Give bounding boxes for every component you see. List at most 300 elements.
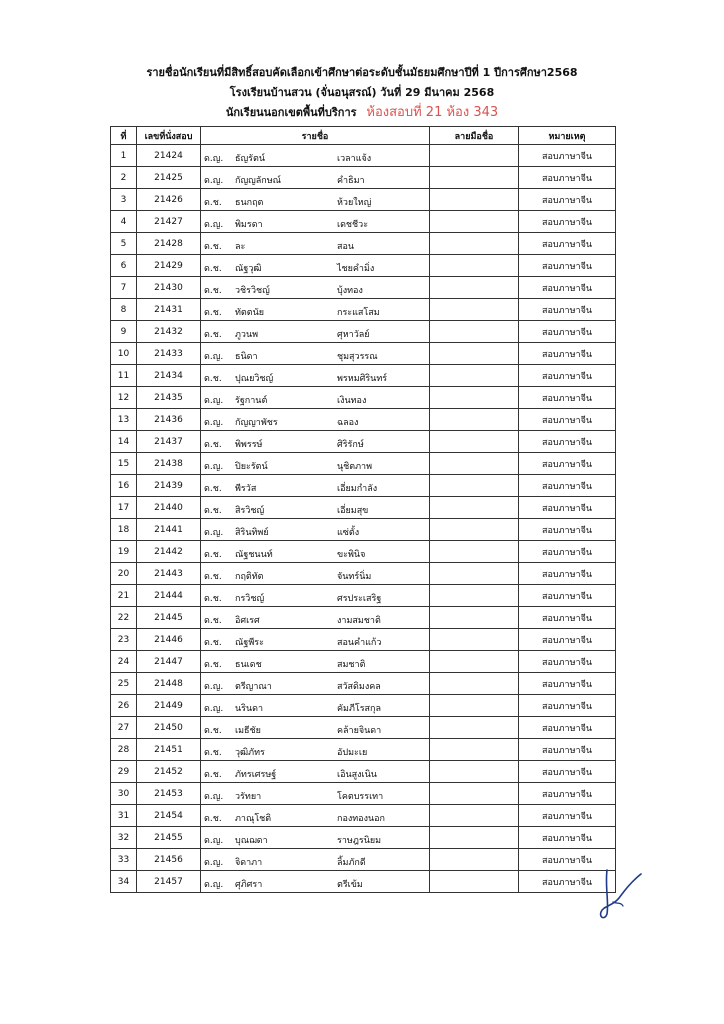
- cell-name: [201, 343, 430, 365]
- first-name: ธนกฤต: [235, 198, 264, 208]
- cell-signature: [430, 827, 519, 849]
- first-name: พิมรดา: [235, 220, 263, 230]
- group-label: นักเรียนนอกเขตพื้นที่บริการ: [225, 106, 357, 119]
- table-row: [111, 145, 616, 167]
- cell-remark: สอบภาษาจีน: [519, 607, 616, 629]
- cell-signature: [430, 475, 519, 497]
- table-row: [111, 871, 616, 893]
- name-prefix: ด.ญ.: [204, 704, 224, 714]
- cell-remark: สอบภาษาจีน: [519, 497, 616, 519]
- cell-signature: [430, 167, 519, 189]
- cell-remark: สอบภาษาจีน: [519, 409, 616, 431]
- cell-no: 32: [111, 827, 137, 849]
- table-row: [111, 673, 616, 695]
- name-prefix: ด.ช.: [204, 374, 222, 384]
- cell-signature: [430, 277, 519, 299]
- name-prefix: ด.ช.: [204, 814, 222, 824]
- cell-remark: สอบภาษาจีน: [519, 761, 616, 783]
- cell-name: [201, 629, 430, 651]
- cell-signature: [430, 541, 519, 563]
- cell-seat: 21454: [137, 805, 201, 827]
- first-name: ภาณุโชติ: [235, 814, 272, 824]
- first-name: กรวิชญ์: [235, 594, 265, 604]
- cell-seat: 21430: [137, 277, 201, 299]
- cell-signature: [430, 563, 519, 585]
- cell-seat: 21438: [137, 453, 201, 475]
- cell-name: [201, 365, 430, 387]
- cell-no: 13: [111, 409, 137, 431]
- cell-name: [201, 585, 430, 607]
- cell-name: [201, 805, 430, 827]
- first-name: ทัตตนัย: [235, 308, 265, 318]
- cell-name: [201, 651, 430, 673]
- col-header-signature: ลายมือชื่อ: [430, 127, 519, 145]
- cell-signature: [430, 519, 519, 541]
- table-row: [111, 761, 616, 783]
- cell-no: 4: [111, 211, 137, 233]
- cell-name: [201, 761, 430, 783]
- last-name: ศุหาวัลย์: [337, 330, 370, 340]
- cell-seat: 21443: [137, 563, 201, 585]
- cell-signature: [430, 365, 519, 387]
- cell-seat: 21433: [137, 343, 201, 365]
- cell-no: 15: [111, 453, 137, 475]
- name-prefix: ด.ญ.: [204, 176, 224, 186]
- cell-signature: [430, 871, 519, 893]
- cell-signature: [430, 629, 519, 651]
- cell-seat: 21439: [137, 475, 201, 497]
- cell-remark: สอบภาษาจีน: [519, 365, 616, 387]
- last-name: เงินทอง: [337, 396, 367, 406]
- cell-no: 17: [111, 497, 137, 519]
- cell-name: [201, 211, 430, 233]
- cell-no: 33: [111, 849, 137, 871]
- cell-no: 24: [111, 651, 137, 673]
- name-prefix: ด.ญ.: [204, 462, 224, 472]
- cell-seat: 21456: [137, 849, 201, 871]
- name-prefix: ด.ญ.: [204, 352, 224, 362]
- table-row: [111, 387, 616, 409]
- last-name: คล้ายจินดา: [337, 726, 382, 736]
- cell-seat: 21446: [137, 629, 201, 651]
- cell-no: 18: [111, 519, 137, 541]
- cell-name: [201, 255, 430, 277]
- cell-remark: สอบภาษาจีน: [519, 189, 616, 211]
- cell-name: [201, 409, 430, 431]
- cell-no: 34: [111, 871, 137, 893]
- cell-signature: [430, 387, 519, 409]
- cell-remark: สอบภาษาจีน: [519, 475, 616, 497]
- cell-seat: 21452: [137, 761, 201, 783]
- cell-no: 25: [111, 673, 137, 695]
- cell-no: 2: [111, 167, 137, 189]
- table-row: [111, 365, 616, 387]
- table-row: [111, 695, 616, 717]
- name-prefix: ด.ญ.: [204, 682, 224, 692]
- last-name: นุชิตภาพ: [337, 462, 373, 472]
- table-row: [111, 497, 616, 519]
- last-name: ชุมสุวรรณ: [337, 352, 378, 362]
- cell-no: 20: [111, 563, 137, 585]
- name-prefix: ด.ช.: [204, 264, 222, 274]
- cell-seat: 21431: [137, 299, 201, 321]
- cell-name: [201, 739, 430, 761]
- first-name: กัญญลักษณ์: [235, 176, 282, 186]
- cell-remark: สอบภาษาจีน: [519, 563, 616, 585]
- school-and-date: โรงเรียนบ้านสวน (จั่นอนุสรณ์) วันที่ 29 มีนาคม 2568: [229, 86, 495, 99]
- first-name: สิรินทิพย์: [235, 528, 269, 538]
- cell-no: 5: [111, 233, 137, 255]
- cell-name: [201, 387, 430, 409]
- table-body: [111, 145, 616, 893]
- last-name: สอน: [337, 242, 355, 252]
- cell-signature: [430, 673, 519, 695]
- cell-signature: [430, 321, 519, 343]
- cell-remark: สอบภาษาจีน: [519, 233, 616, 255]
- cell-signature: [430, 849, 519, 871]
- cell-name: [201, 871, 430, 893]
- cell-remark: สอบภาษาจีน: [519, 453, 616, 475]
- last-name: งามสมชาติ: [337, 616, 381, 626]
- cell-signature: [430, 717, 519, 739]
- cell-no: 10: [111, 343, 137, 365]
- exam-room-label: ห้องสอบที่ 21 ห้อง 343: [366, 105, 499, 120]
- last-name: กระแสโสม: [337, 308, 380, 318]
- cell-seat: 21449: [137, 695, 201, 717]
- cell-name: [201, 299, 430, 321]
- table-row: [111, 849, 616, 871]
- table-header-row: [111, 127, 616, 145]
- cell-no: 14: [111, 431, 137, 453]
- cell-remark: สอบภาษาจีน: [519, 827, 616, 849]
- table-row: [111, 607, 616, 629]
- name-prefix: ด.ช.: [204, 242, 222, 252]
- cell-signature: [430, 211, 519, 233]
- cell-signature: [430, 497, 519, 519]
- name-prefix: ด.ช.: [204, 198, 222, 208]
- cell-signature: [430, 343, 519, 365]
- cell-signature: [430, 453, 519, 475]
- name-prefix: ด.ช.: [204, 308, 222, 318]
- cell-no: 3: [111, 189, 137, 211]
- last-name: ศิริรักษ์: [337, 440, 364, 450]
- cell-name: [201, 849, 430, 871]
- last-name: โคตบรรเทา: [337, 792, 384, 802]
- cell-remark: สอบภาษาจีน: [519, 343, 616, 365]
- cell-no: 29: [111, 761, 137, 783]
- table-row: [111, 651, 616, 673]
- name-prefix: ด.ญ.: [204, 836, 224, 846]
- last-name: บุ้งทอง: [337, 286, 363, 296]
- name-prefix: ด.ช.: [204, 594, 222, 604]
- col-header-remark: หมายเหตุ: [519, 127, 616, 145]
- cell-no: 28: [111, 739, 137, 761]
- cell-seat: 21437: [137, 431, 201, 453]
- cell-remark: สอบภาษาจีน: [519, 673, 616, 695]
- table-row: [111, 563, 616, 585]
- first-name: บุณฌดา: [235, 836, 268, 846]
- document-title: รายชื่อนักเรียนที่มีสิทธิ์สอบคัดเลือกเข้าศึกษาต่อระดับชั้นมัธยมศึกษาปีที่ 1 ปีการศึกษา2568: [146, 66, 578, 79]
- table-row: [111, 277, 616, 299]
- name-prefix: ด.ช.: [204, 286, 222, 296]
- first-name: ธนเดช: [235, 660, 262, 670]
- cell-remark: สอบภาษาจีน: [519, 321, 616, 343]
- last-name: ฉลอง: [337, 418, 359, 428]
- cell-signature: [430, 431, 519, 453]
- cell-signature: [430, 255, 519, 277]
- first-name: ณัฐพีระ: [235, 638, 264, 648]
- cell-name: [201, 189, 430, 211]
- name-prefix: ด.ญ.: [204, 418, 224, 428]
- first-name: ปุณยวิชญ์: [235, 374, 274, 384]
- cell-no: 21: [111, 585, 137, 607]
- cell-seat: 21434: [137, 365, 201, 387]
- cell-signature: [430, 145, 519, 167]
- cell-seat: 21448: [137, 673, 201, 695]
- cell-remark: สอบภาษาจีน: [519, 167, 616, 189]
- first-name: พีรวัส: [235, 484, 257, 494]
- cell-signature: [430, 233, 519, 255]
- cell-name: [201, 783, 430, 805]
- last-name: ศรประเสริฐ: [337, 594, 382, 604]
- first-name: ศุภิศรา: [235, 880, 263, 890]
- table-row: [111, 827, 616, 849]
- cell-no: 31: [111, 805, 137, 827]
- cell-seat: 21428: [137, 233, 201, 255]
- cell-seat: 21451: [137, 739, 201, 761]
- name-prefix: ด.ญ.: [204, 396, 224, 406]
- last-name: เอี่ยมกำลัง: [337, 484, 378, 494]
- last-name: สมชาติ: [337, 660, 366, 670]
- cell-name: [201, 431, 430, 453]
- last-name: ขะพินิจ: [337, 550, 366, 560]
- cell-signature: [430, 783, 519, 805]
- table-row: [111, 189, 616, 211]
- cell-no: 6: [111, 255, 137, 277]
- cell-remark: สอบภาษาจีน: [519, 299, 616, 321]
- name-prefix: ด.ช.: [204, 330, 222, 340]
- name-prefix: ด.ญ.: [204, 528, 224, 538]
- name-prefix: ด.ช.: [204, 726, 222, 736]
- cell-signature: [430, 409, 519, 431]
- last-name: เดชชีวะ: [337, 220, 369, 230]
- cell-name: [201, 233, 430, 255]
- cell-remark: สอบภาษาจีน: [519, 871, 616, 893]
- last-name: อัปมะเย: [337, 748, 368, 758]
- table-row: [111, 717, 616, 739]
- cell-no: 22: [111, 607, 137, 629]
- cell-name: [201, 145, 430, 167]
- last-name: เอินสูงเนิน: [337, 770, 377, 780]
- first-name: วุฒิภัทร: [235, 748, 265, 758]
- table-row: [111, 475, 616, 497]
- first-name: ภัทรเศรษฐ์: [235, 770, 277, 780]
- first-name: ธนิดา: [235, 352, 258, 362]
- cell-signature: [430, 739, 519, 761]
- last-name: ห้วยใหญ่: [337, 198, 372, 208]
- handwritten-signature: [595, 862, 645, 922]
- cell-seat: 21425: [137, 167, 201, 189]
- cell-name: [201, 717, 430, 739]
- cell-name: [201, 695, 430, 717]
- col-header-name: รายชื่อ: [201, 127, 430, 145]
- first-name: ละ: [235, 242, 246, 252]
- name-prefix: ด.ช.: [204, 638, 222, 648]
- group-and-room: [0, 106, 724, 120]
- name-prefix: ด.ช.: [204, 660, 222, 670]
- last-name: ไชยคำมิ่ง: [337, 264, 375, 274]
- cell-no: 23: [111, 629, 137, 651]
- cell-name: [201, 673, 430, 695]
- cell-seat: 21432: [137, 321, 201, 343]
- col-header-seat: เลขที่นั่งสอบ: [137, 127, 201, 145]
- first-name: สิรวิชญ์: [235, 506, 265, 516]
- table-row: [111, 541, 616, 563]
- first-name: ณัฐวุฒิ: [235, 264, 262, 274]
- name-prefix: ด.ญ.: [204, 792, 224, 802]
- first-name: ธัญรัตน์: [235, 154, 265, 164]
- name-prefix: ด.ช.: [204, 572, 222, 582]
- last-name: ตรีเข้ม: [337, 880, 363, 890]
- first-name: ตรีญาณา: [235, 682, 272, 692]
- table-row: [111, 343, 616, 365]
- cell-remark: สอบภาษาจีน: [519, 277, 616, 299]
- cell-seat: 21426: [137, 189, 201, 211]
- last-name: เอี่ยมสุข: [337, 506, 369, 516]
- cell-seat: 21440: [137, 497, 201, 519]
- cell-no: 7: [111, 277, 137, 299]
- name-prefix: ด.ช.: [204, 550, 222, 560]
- cell-seat: 21424: [137, 145, 201, 167]
- table-row: [111, 519, 616, 541]
- cell-no: 26: [111, 695, 137, 717]
- cell-name: [201, 541, 430, 563]
- cell-remark: สอบภาษาจีน: [519, 211, 616, 233]
- last-name: ลิ้มภักดี: [337, 858, 366, 868]
- cell-seat: 21442: [137, 541, 201, 563]
- cell-remark: สอบภาษาจีน: [519, 431, 616, 453]
- cell-signature: [430, 299, 519, 321]
- cell-remark: สอบภาษาจีน: [519, 145, 616, 167]
- cell-remark: สอบภาษาจีน: [519, 387, 616, 409]
- cell-name: [201, 563, 430, 585]
- name-prefix: ด.ช.: [204, 506, 222, 516]
- cell-signature: [430, 607, 519, 629]
- cell-remark: สอบภาษาจีน: [519, 255, 616, 277]
- table-row: [111, 431, 616, 453]
- cell-remark: สอบภาษาจีน: [519, 695, 616, 717]
- cell-remark: สอบภาษาจีน: [519, 739, 616, 761]
- last-name: สวัสดิมงคล: [337, 682, 381, 692]
- cell-name: [201, 607, 430, 629]
- cell-seat: 21455: [137, 827, 201, 849]
- cell-signature: [430, 761, 519, 783]
- cell-seat: 21441: [137, 519, 201, 541]
- cell-name: [201, 519, 430, 541]
- cell-remark: สอบภาษาจีน: [519, 717, 616, 739]
- col-header-no: ที่: [111, 127, 137, 145]
- first-name: จิดาภา: [235, 858, 263, 868]
- last-name: ราษฎรนิยม: [337, 836, 382, 846]
- cell-no: 8: [111, 299, 137, 321]
- first-name: วรัทยา: [235, 792, 262, 802]
- cell-seat: 21436: [137, 409, 201, 431]
- name-prefix: ด.ช.: [204, 484, 222, 494]
- table-row: [111, 783, 616, 805]
- cell-signature: [430, 695, 519, 717]
- cell-no: 30: [111, 783, 137, 805]
- name-prefix: ด.ญ.: [204, 880, 224, 890]
- last-name: แซ่ตั้ง: [337, 528, 360, 538]
- name-prefix: ด.ช.: [204, 616, 222, 626]
- cell-seat: 21435: [137, 387, 201, 409]
- table-row: [111, 629, 616, 651]
- cell-remark: สอบภาษาจีน: [519, 805, 616, 827]
- cell-signature: [430, 189, 519, 211]
- cell-name: [201, 321, 430, 343]
- first-name: วชิรวิชญ์: [235, 286, 270, 296]
- cell-remark: สอบภาษาจีน: [519, 783, 616, 805]
- cell-no: 27: [111, 717, 137, 739]
- last-name: คำธิมา: [337, 176, 365, 186]
- table-row: [111, 321, 616, 343]
- name-prefix: ด.ช.: [204, 770, 222, 780]
- table-row: [111, 299, 616, 321]
- cell-no: 16: [111, 475, 137, 497]
- table-row: [111, 167, 616, 189]
- cell-no: 19: [111, 541, 137, 563]
- first-name: เมธีชัย: [235, 726, 261, 736]
- cell-name: [201, 475, 430, 497]
- table-row: [111, 585, 616, 607]
- cell-remark: สอบภาษาจีน: [519, 629, 616, 651]
- cell-seat: 21429: [137, 255, 201, 277]
- cell-seat: 21447: [137, 651, 201, 673]
- cell-no: 1: [111, 145, 137, 167]
- cell-name: [201, 827, 430, 849]
- cell-seat: 21445: [137, 607, 201, 629]
- cell-remark: สอบภาษาจีน: [519, 519, 616, 541]
- cell-signature: [430, 805, 519, 827]
- first-name: กัญญาพัชร: [235, 418, 278, 428]
- cell-seat: 21453: [137, 783, 201, 805]
- cell-seat: 21457: [137, 871, 201, 893]
- student-table: [110, 126, 616, 893]
- table-row: [111, 805, 616, 827]
- cell-no: 9: [111, 321, 137, 343]
- cell-remark: สอบภาษาจีน: [519, 585, 616, 607]
- table-row: [111, 233, 616, 255]
- first-name: รัฐกานต์: [235, 396, 268, 406]
- last-name: คัมภีโรสกุล: [337, 704, 382, 714]
- cell-seat: 21427: [137, 211, 201, 233]
- first-name: นรินดา: [235, 704, 264, 714]
- cell-remark: สอบภาษาจีน: [519, 849, 616, 871]
- name-prefix: ด.ญ.: [204, 220, 224, 230]
- first-name: ณัฐชนนท์: [235, 550, 273, 560]
- last-name: จันทร์นิ่ม: [337, 572, 372, 582]
- table-row: [111, 255, 616, 277]
- cell-remark: สอบภาษาจีน: [519, 651, 616, 673]
- last-name: เวลาแจ้ง: [337, 154, 372, 164]
- cell-no: 11: [111, 365, 137, 387]
- cell-no: 12: [111, 387, 137, 409]
- first-name: กฤติทัต: [235, 572, 264, 582]
- table-row: [111, 453, 616, 475]
- cell-name: [201, 277, 430, 299]
- name-prefix: ด.ช.: [204, 748, 222, 758]
- first-name: ภูวนพ: [235, 330, 259, 340]
